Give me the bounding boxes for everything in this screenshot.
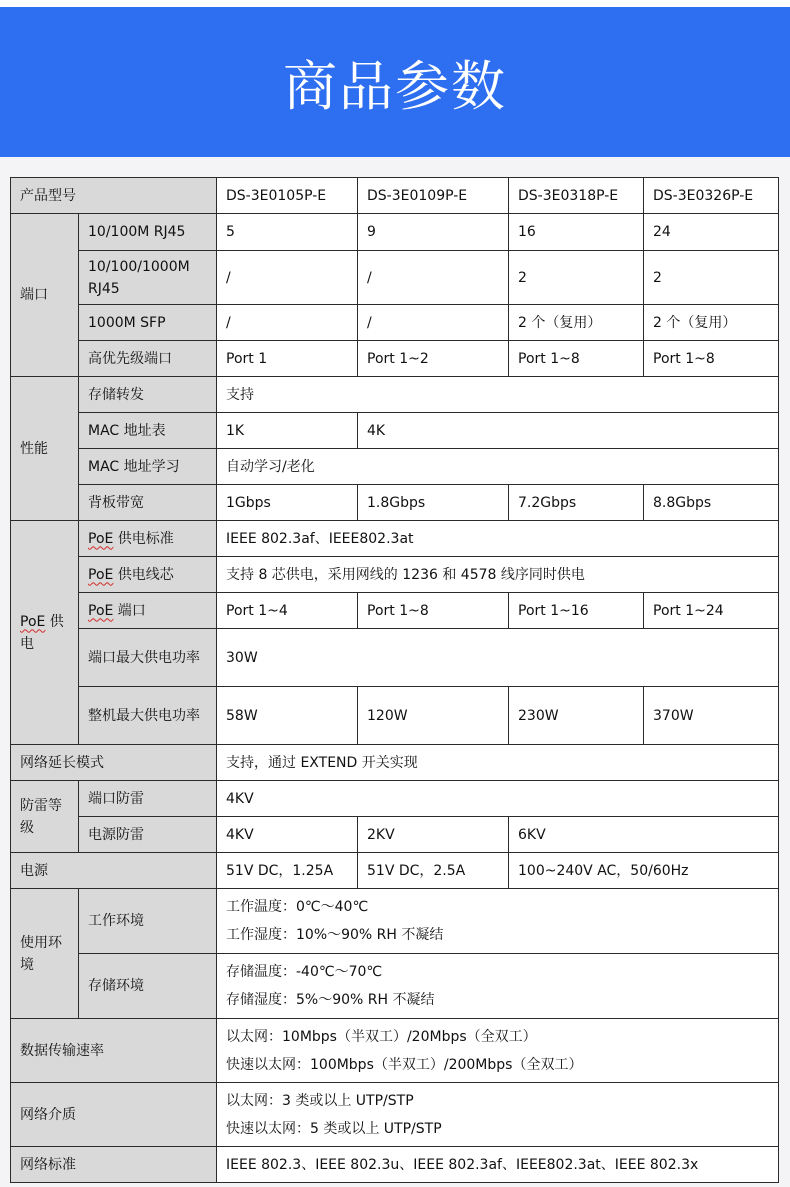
power-3: 100~240V AC，50/60Hz <box>509 853 779 889</box>
label-poe-std <box>79 521 217 557</box>
group-env: 使用环境 <box>11 889 79 1019</box>
row-model <box>11 178 779 214</box>
total-max-1: 58W <box>217 687 358 745</box>
row-learn <box>11 449 779 485</box>
model-4: DS-3E0326P-E <box>644 178 779 214</box>
rate-line-1: 以太网：10Mbps（半双工）/20Mbps（全双工） <box>226 1028 537 1045</box>
mac-2: 4K <box>358 413 779 449</box>
poe-std-suffix: 供电标准 <box>113 530 174 547</box>
row-media <box>11 1083 779 1147</box>
priority-4: Port 1~8 <box>644 341 779 377</box>
model-3: DS-3E0318P-E <box>509 178 644 214</box>
label-learn: MAC 地址学习 <box>79 449 217 485</box>
media-value <box>217 1083 779 1147</box>
poe-ports-4: Port 1~24 <box>644 593 779 629</box>
gig-2: / <box>358 251 509 305</box>
row-mac <box>11 413 779 449</box>
model-2: DS-3E0109P-E <box>358 178 509 214</box>
env-work-line-1: 工作温度：0℃～40℃ <box>226 899 369 915</box>
power-2: 51V DC，2.5A <box>358 853 509 889</box>
group-perf: 性能 <box>11 377 79 521</box>
env-work-value <box>217 889 779 954</box>
env-storage-line-1: 存储温度：-40℃～70℃ <box>226 964 383 980</box>
row-port-max <box>11 629 779 687</box>
media-line-2: 快速以太网：5 类或以上 UTP/STP <box>226 1120 442 1137</box>
group-poe-prefix: PoE <box>20 613 46 630</box>
backplane-4: 8.8Gbps <box>644 485 779 521</box>
store-value: 支持 <box>217 377 779 413</box>
total-max-2: 120W <box>358 687 509 745</box>
label-sfp: 1000M SFP <box>79 305 217 341</box>
row-poe-std <box>11 521 779 557</box>
row-env-work <box>11 889 779 954</box>
learn-value: 自动学习/老化 <box>217 449 779 485</box>
env-work-line-2: 工作湿度：10%～90% RH 不凝结 <box>226 927 444 943</box>
poe-ports-2: Port 1~8 <box>358 593 509 629</box>
mac-1: 1K <box>217 413 358 449</box>
banner <box>0 7 790 157</box>
poe-ports-suffix: 端口 <box>113 602 146 619</box>
backplane-1: 1Gbps <box>217 485 358 521</box>
row-gig <box>11 251 779 305</box>
priority-1: Port 1 <box>217 341 358 377</box>
label-rate: 数据传输速率 <box>11 1019 217 1083</box>
row-surge-power <box>11 817 779 853</box>
rj45-4: 24 <box>644 214 779 251</box>
gig-4: 2 <box>644 251 779 305</box>
group-surge: 防雷等级 <box>11 781 79 853</box>
env-storage-line-2: 存储湿度：5%～90% RH 不凝结 <box>226 992 435 1008</box>
label-surge-power: 电源防雷 <box>79 817 217 853</box>
power-1: 51V DC，1.25A <box>217 853 358 889</box>
label-priority: 高优先级端口 <box>79 341 217 377</box>
row-extend <box>11 745 779 781</box>
label-power: 电源 <box>11 853 217 889</box>
row-poe-wire <box>11 557 779 593</box>
surge-power-1: 4KV <box>217 817 358 853</box>
env-storage-value <box>217 954 779 1019</box>
row-surge-port <box>11 781 779 817</box>
label-store: 存储转发 <box>79 377 217 413</box>
poe-std-prefix: PoE <box>88 530 114 547</box>
label-env-storage: 存储环境 <box>79 954 217 1019</box>
group-poe-suffix: 供电 <box>20 613 64 652</box>
sfp-4: 2 个（复用） <box>644 305 779 341</box>
sfp-3: 2 个（复用） <box>509 305 644 341</box>
group-port: 端口 <box>11 214 79 377</box>
rj45-2: 9 <box>358 214 509 251</box>
backplane-2: 1.8Gbps <box>358 485 509 521</box>
label-backplane: 背板带宽 <box>79 485 217 521</box>
priority-3: Port 1~8 <box>509 341 644 377</box>
label-gig: 10/100/1000M RJ45 <box>79 251 217 305</box>
poe-ports-3: Port 1~16 <box>509 593 644 629</box>
label-env-work: 工作环境 <box>79 889 217 954</box>
poe-std-value: IEEE 802.3af、IEEE802.3at <box>217 521 779 557</box>
group-poe <box>11 521 79 745</box>
backplane-3: 7.2Gbps <box>509 485 644 521</box>
label-media: 网络介质 <box>11 1083 217 1147</box>
row-sfp <box>11 305 779 341</box>
row-power <box>11 853 779 889</box>
rate-value <box>217 1019 779 1083</box>
label-standard: 网络标准 <box>11 1147 217 1183</box>
row-priority <box>11 341 779 377</box>
media-line-1: 以太网：3 类或以上 UTP/STP <box>226 1092 414 1109</box>
label-mac: MAC 地址表 <box>79 413 217 449</box>
total-max-4: 370W <box>644 687 779 745</box>
banner-title: 商品参数 <box>283 54 507 118</box>
port-max-value: 30W <box>217 629 779 687</box>
row-poe-ports <box>11 593 779 629</box>
sfp-1: / <box>217 305 358 341</box>
spec-table <box>10 177 779 1183</box>
surge-port-value: 4KV <box>217 781 779 817</box>
label-surge-port: 端口防雷 <box>79 781 217 817</box>
label-poe-ports <box>79 593 217 629</box>
row-rj45 <box>11 214 779 251</box>
rj45-1: 5 <box>217 214 358 251</box>
label-extend: 网络延长模式 <box>11 745 217 781</box>
gig-1: / <box>217 251 358 305</box>
surge-power-2: 2KV <box>358 817 509 853</box>
model-1: DS-3E0105P-E <box>217 178 358 214</box>
label-port-max: 端口最大供电功率 <box>79 629 217 687</box>
label-model: 产品型号 <box>11 178 217 214</box>
row-env-storage <box>11 954 779 1019</box>
surge-power-3: 6KV <box>509 817 779 853</box>
rate-line-2: 快速以太网：100Mbps（半双工）/200Mbps（全双工） <box>226 1056 583 1073</box>
poe-wire-prefix: PoE <box>88 566 114 583</box>
priority-2: Port 1~2 <box>358 341 509 377</box>
standard-value: IEEE 802.3、IEEE 802.3u、IEEE 802.3af、IEEE802.3at、IEEE 802.3x <box>217 1147 779 1183</box>
row-standard <box>11 1147 779 1183</box>
sfp-2: / <box>358 305 509 341</box>
poe-wire-suffix: 供电线芯 <box>113 566 174 583</box>
poe-ports-1: Port 1~4 <box>217 593 358 629</box>
row-store <box>11 377 779 413</box>
rj45-3: 16 <box>509 214 644 251</box>
poe-ports-prefix: PoE <box>88 602 114 619</box>
label-total-max: 整机最大供电功率 <box>79 687 217 745</box>
total-max-3: 230W <box>509 687 644 745</box>
gig-3: 2 <box>509 251 644 305</box>
row-backplane <box>11 485 779 521</box>
top-strip <box>0 0 790 7</box>
row-total-max <box>11 687 779 745</box>
label-rj45: 10/100M RJ45 <box>79 214 217 251</box>
poe-wire-value: 支持 8 芯供电，采用网线的 1236 和 4578 线序同时供电 <box>217 557 779 593</box>
row-rate <box>11 1019 779 1083</box>
extend-value: 支持，通过 EXTEND 开关实现 <box>217 745 779 781</box>
label-poe-wire <box>79 557 217 593</box>
